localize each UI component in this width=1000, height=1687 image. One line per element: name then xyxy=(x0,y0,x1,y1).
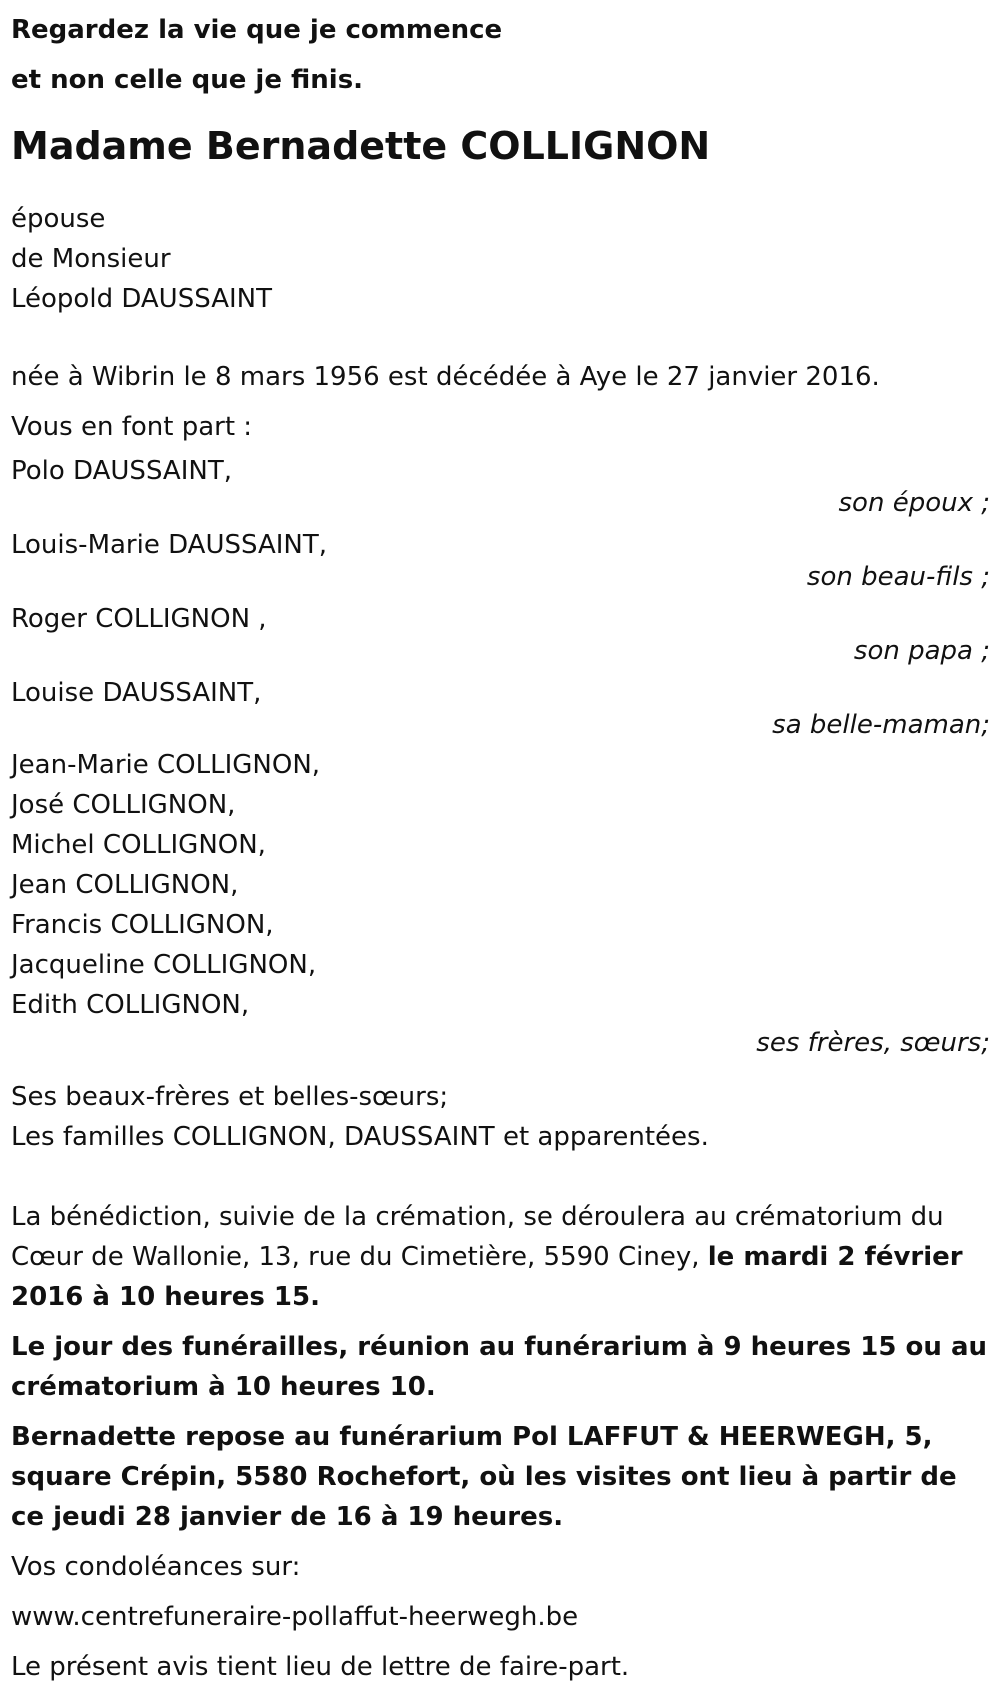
relative-name: Polo DAUSSAINT, xyxy=(11,456,232,486)
families-line: Les familles COLLIGNON, DAUSSAINT et apparentées. xyxy=(11,1122,709,1152)
sibling-name: Jacqueline COLLIGNON, xyxy=(11,950,317,980)
ceremony-text: La bénédiction, suivie de la crémation, se déroulera au crématorium du Cœur de Wallonie, 13, rue du Cimetière, 5590 Ciney, xyxy=(11,1202,944,1272)
sibling-name: Michel COLLIGNON, xyxy=(11,830,266,860)
closing-line: Le présent avis tient lieu de lettre de faire-part. xyxy=(11,1652,630,1682)
visits-paragraph: Bernadette repose au funérarium Pol LAFFUT & HEERWEGH, 5, square Crépin, 5580 Rochefort, où les visites ont lieu à partir de ce jeudi 28 janvier de 16 à 19 heures. xyxy=(11,1422,957,1532)
siblings-relation: ses frères, sœurs; xyxy=(756,1028,990,1058)
in-laws-line: Ses beaux-frères et belles-sœurs; xyxy=(11,1082,449,1112)
relative-relation: son époux ; xyxy=(838,488,990,518)
relative-relation: sa belle-maman; xyxy=(772,710,990,740)
sibling-name: Edith COLLIGNON, xyxy=(11,990,250,1020)
sibling-name: Francis COLLIGNON, xyxy=(11,910,274,940)
relative-name: Louis-Marie DAUSSAINT, xyxy=(11,530,328,560)
relative-relation: son papa ; xyxy=(853,636,990,666)
ceremony-paragraph xyxy=(11,1197,990,1317)
deceased-name: Madame Bernadette COLLIGNON xyxy=(11,124,711,168)
spouse-block xyxy=(11,199,990,319)
relative-entry xyxy=(11,599,990,666)
announce-intro: Vous en font part : xyxy=(11,412,253,442)
relative-relation: son beau-fils ; xyxy=(806,562,990,592)
siblings-block xyxy=(11,745,990,1063)
epigraph xyxy=(11,5,990,105)
relative-name: Louise DAUSSAINT, xyxy=(11,678,262,708)
relative-name: Roger COLLIGNON , xyxy=(11,604,267,634)
spouse-line-2: de Monsieur xyxy=(11,244,171,274)
epigraph-line-2: et non celle que je finis. xyxy=(11,65,364,95)
relative-entry xyxy=(11,451,990,518)
sibling-name: Jean-Marie COLLIGNON, xyxy=(11,750,321,780)
epigraph-line-1: Regardez la vie que je commence xyxy=(11,15,503,45)
sibling-name: José COLLIGNON, xyxy=(11,790,236,820)
other-family-block xyxy=(11,1077,990,1157)
sibling-name: Jean COLLIGNON, xyxy=(11,870,239,900)
spouse-line-3: Léopold DAUSSAINT xyxy=(11,284,272,314)
meeting-paragraph: Le jour des funérailles, réunion au funérarium à 9 heures 15 ou au crématorium à 10 heures 10. xyxy=(11,1332,988,1402)
ceremony-date: le mardi 2 février 2016 à 10 heures 15. xyxy=(11,1242,963,1312)
spouse-line-1: épouse xyxy=(11,204,106,234)
website-link[interactable]: www.centrefuneraire-pollaffut-heerwegh.be xyxy=(11,1602,579,1632)
relative-entry xyxy=(11,525,990,592)
birth-death-line: née à Wibrin le 8 mars 1956 est décédée à Aye le 27 janvier 2016. xyxy=(11,362,880,392)
condolences-label: Vos condoléances sur: xyxy=(11,1552,301,1582)
relative-entry xyxy=(11,673,990,740)
